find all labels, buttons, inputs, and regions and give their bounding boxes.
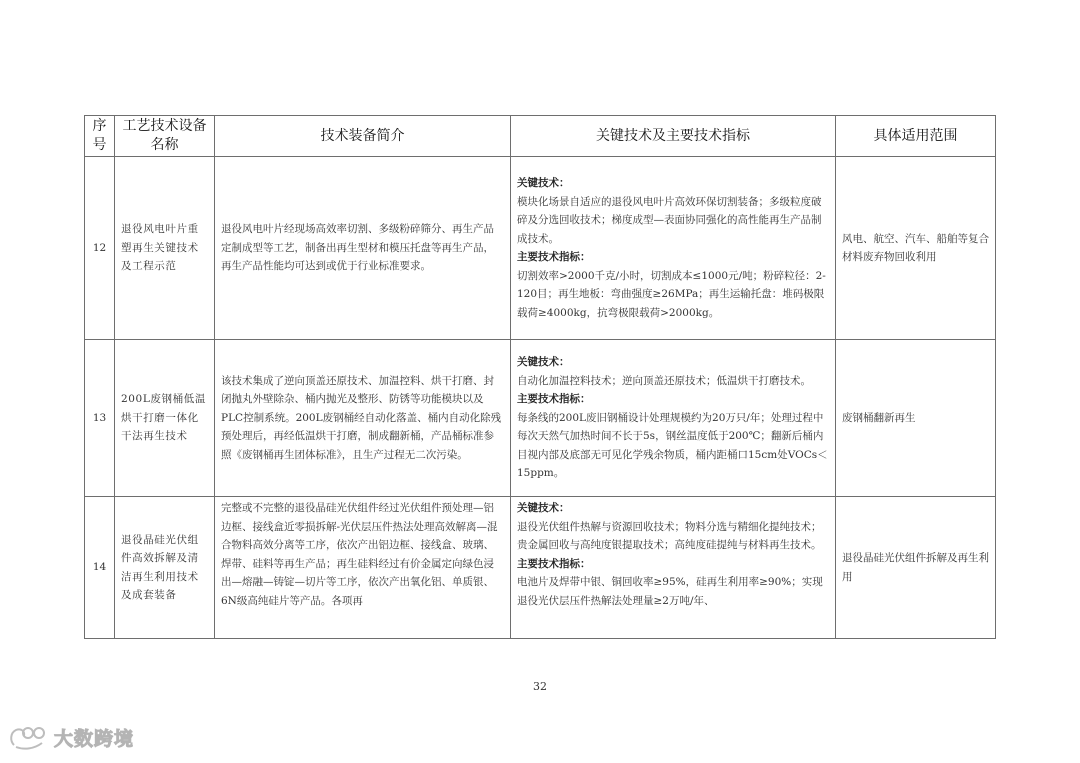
technology-table [84,115,996,639]
key-technology-label: 关键技术： [517,177,570,189]
table-row [85,157,996,340]
key-technology-cell [511,497,836,639]
main-index-text: 电池片及焊带中银、铜回收率≥95%，硅再生利用率≥90%；实现退役光伏层压件热解法处理量≥2万吨/年、 [517,576,823,607]
key-technology-label: 关键技术： [517,502,570,514]
row-number: 14 [85,497,115,639]
table-row [85,497,996,639]
key-technology-text: 自动化加温控料技术；逆向顶盖还原技术；低温烘干打磨技术。 [517,374,811,387]
key-technology-cell [511,157,836,340]
watermark-text: 大数跨境 [54,728,135,750]
introduction-text: 退役风电叶片经现场高效率切割、多级粉碎筛分、再生产品定制成型等工艺，制备出再生型材和模压托盘等再生产品，再生产品性能均可达到或优于行业标准要求。 [215,157,511,340]
header-application-scope: 具体适用范围 [836,116,996,157]
header-introduction: 技术装备简介 [215,116,511,157]
key-technology-text: 模块化场景自适应的退役风电叶片高效环保切割装备；多级粒度破碎及分选回收技术；梯度成型—表面协同强化的高性能再生产品制成技术。 [517,195,822,245]
main-index-text: 切割效率>2000千克/小时，切割成本≤1000元/吨；粉碎粒径：2-120目；再生地板：弯曲强度≥26MPa；再生运输托盘：堆码极限载荷≥4000kg，抗弯极限载荷>2000kg。 [517,269,826,319]
table-row [85,340,996,497]
introduction-text: 该技术集成了逆向顶盖还原技术、加温控料、烘干打磨、封闭抛丸外壁除杂、桶内抛光及整形、防锈等功能模块以及PLC控制系统。200L废钢桶经自动化落盖、桶内自动化除残预处理后，再经低温烘干打磨，制成翻新桶，产品桶标准参照《废钢桶再生团体标准》，且生产过程无二次污染。 [215,340,511,497]
main-index-label: 主要技术指标： [517,393,591,406]
row-number: 12 [85,157,115,340]
key-technology-clip [517,499,829,636]
equipment-name: 退役晶硅光伏组件高效拆解及清洁再生利用技术及成套装备 [115,497,215,639]
application-scope: 退役晶硅光伏组件拆解及再生利用 [836,497,996,639]
application-scope: 风电、航空、汽车、船舶等复合材料废弃物回收利用 [836,157,996,340]
main-index-label: 主要技术指标： [517,557,591,570]
header-key-technology: 关键技术及主要技术指标 [511,116,836,157]
page-number: 32 [533,680,547,693]
introduction-text: 完整或不完整的退役晶硅光伏组件经过光伏组件预处理—铝边框、接线盒近零损拆解-光伏层压件热法处理高效解离—混合物料高效分离等工序，依次产出铝边框、接线盒、玻璃、焊带、硅料等再生产品；再生硅料经过有价金属定向绿色浸出—熔融—铸锭—切片等工序，依次产出氧化铝、单质银、6N级高纯硅片等产品。各项再 [221,502,498,607]
key-technology-text: 退役光伏组件热解与资源回收技术；物料分选与精细化提纯技术；贵金属回收与高纯度银提取技术；高纯度硅提纯与材料再生技术。 [517,520,822,551]
header-serial-no: 序号 [85,116,115,157]
key-technology-label: 关键技术： [517,356,570,369]
watermark-logo-icon [8,725,50,751]
header-equipment-name: 工艺技术设备名称 [115,116,215,157]
watermark [8,724,134,751]
main-index-text: 每条线的200L废旧钢桶设计处理规模约为20万只/年；处理过程中每次天然气加热时间不长于5s，钢丝温度低于200℃；翻新后桶内目视内部及底部无可见化学残余物质，桶内距桶口15cm处VOCs＜15ppm。 [517,411,828,480]
main-index-label: 主要技术指标： [517,251,591,263]
key-technology-cell [511,340,836,497]
equipment-name: 退役风电叶片重塑再生关键技术及工程示范 [115,157,215,340]
equipment-name: 200L废钢桶低温烘干打磨一体化干法再生技术 [115,340,215,497]
table-header-row [85,116,996,157]
application-scope: 废钢桶翻新再生 [836,340,996,497]
introduction-cell [215,497,511,639]
row-number: 13 [85,340,115,497]
